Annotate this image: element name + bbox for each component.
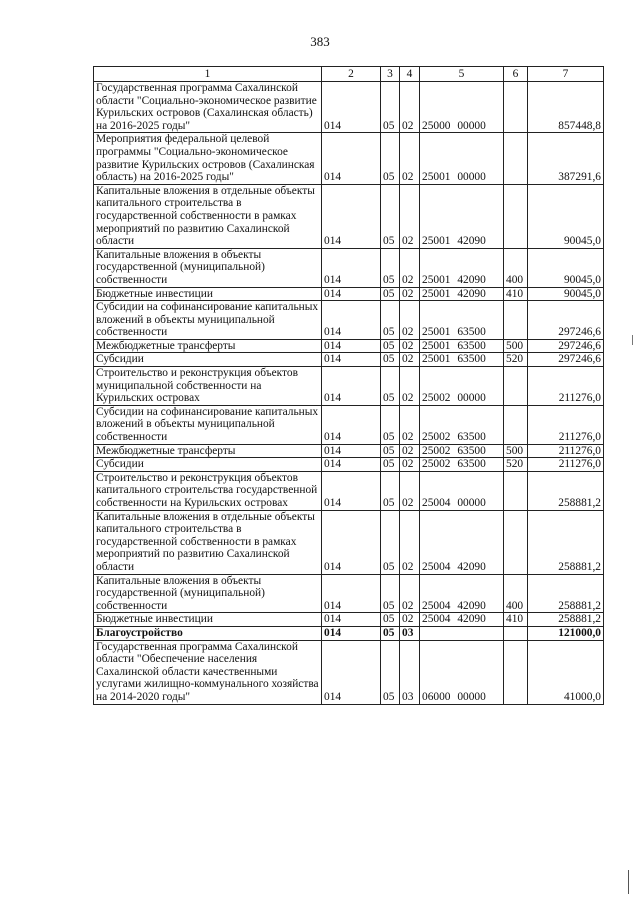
- row-code-cell: 03: [400, 640, 420, 704]
- row-code-cell: 25001 42090: [420, 287, 504, 301]
- row-code-cell: [504, 367, 528, 406]
- row-code-cell: 41000,0: [528, 640, 604, 704]
- table-row: [94, 301, 604, 340]
- row-code-cell: [504, 82, 528, 133]
- row-code-cell: 02: [400, 613, 420, 627]
- row-name-cell: Субсидии: [94, 458, 322, 472]
- row-code-cell: 211276,0: [528, 444, 604, 458]
- row-code-cell: 387291,6: [528, 133, 604, 184]
- row-code-cell: 05: [381, 248, 400, 287]
- row-code-cell: 25001 00000: [420, 133, 504, 184]
- row-code-cell: 258881,2: [528, 613, 604, 627]
- row-code-cell: 014: [322, 339, 381, 353]
- row-code-cell: 02: [400, 367, 420, 406]
- row-code-cell: 014: [322, 367, 381, 406]
- row-code-cell: 258881,2: [528, 574, 604, 613]
- row-code-cell: 211276,0: [528, 405, 604, 444]
- row-code-cell: 25004 42090: [420, 613, 504, 627]
- row-name-cell: Мероприятия федеральной целевой программы "Социально-экономическое развитие Курильских островов (Сахалинская область) на 2016-2025 годы": [94, 133, 322, 184]
- row-code-cell: 05: [381, 301, 400, 340]
- row-name-cell: Субсидии: [94, 353, 322, 367]
- row-code-cell: 014: [322, 405, 381, 444]
- row-code-cell: 02: [400, 444, 420, 458]
- row-name-cell: Капитальные вложения в объекты государственной (муниципальной) собственности: [94, 574, 322, 613]
- row-code-cell: [504, 640, 528, 704]
- column-header: 2: [322, 67, 381, 82]
- table-row: [94, 184, 604, 248]
- row-code-cell: 297246,6: [528, 353, 604, 367]
- row-code-cell: 400: [504, 248, 528, 287]
- row-name-cell: Субсидии на софинансирование капитальных вложений в объекты муниципальной собственности: [94, 405, 322, 444]
- row-name-cell: Капитальные вложения в объекты государственной (муниципальной) собственности: [94, 248, 322, 287]
- table-row: [94, 353, 604, 367]
- row-code-cell: 014: [322, 574, 381, 613]
- row-code-cell: 410: [504, 613, 528, 627]
- row-code-cell: 258881,2: [528, 471, 604, 510]
- table-row: [94, 574, 604, 613]
- row-code-cell: 014: [322, 301, 381, 340]
- row-name-cell: Капитальные вложения в отдельные объекты капитального строительства в государственной собственности в рамках мероприятий по развитию Сахалинской области: [94, 184, 322, 248]
- row-code-cell: 410: [504, 287, 528, 301]
- row-code-cell: 05: [381, 574, 400, 613]
- row-code-cell: 211276,0: [528, 458, 604, 472]
- row-code-cell: 05: [381, 184, 400, 248]
- table-row: [94, 613, 604, 627]
- row-code-cell: 500: [504, 444, 528, 458]
- table-row: [94, 82, 604, 133]
- row-code-cell: 297246,6: [528, 339, 604, 353]
- row-code-cell: 25002 63500: [420, 458, 504, 472]
- row-code-cell: 500: [504, 339, 528, 353]
- row-code-cell: 211276,0: [528, 367, 604, 406]
- row-code-cell: 02: [400, 510, 420, 574]
- table-row: [94, 248, 604, 287]
- row-code-cell: 05: [381, 458, 400, 472]
- column-header: 7: [528, 67, 604, 82]
- row-name-cell: Строительство и реконструкция объектов муниципальной собственности на Курильских островах: [94, 367, 322, 406]
- row-code-cell: 014: [322, 82, 381, 133]
- table-row: [94, 444, 604, 458]
- row-code-cell: 90045,0: [528, 248, 604, 287]
- row-code-cell: 014: [322, 613, 381, 627]
- row-code-cell: 05: [381, 613, 400, 627]
- row-code-cell: 05: [381, 339, 400, 353]
- table-row: [94, 367, 604, 406]
- row-name-cell: Субсидии на софинансирование капитальных вложений в объекты муниципальной собственности: [94, 301, 322, 340]
- row-code-cell: 05: [381, 640, 400, 704]
- row-code-cell: 258881,2: [528, 510, 604, 574]
- margin-mark: [632, 335, 633, 345]
- table-row: [94, 287, 604, 301]
- table-row: [94, 405, 604, 444]
- row-name-cell: Бюджетные инвестиции: [94, 287, 322, 301]
- row-code-cell: 02: [400, 301, 420, 340]
- table-row: [94, 626, 604, 640]
- row-code-cell: 02: [400, 184, 420, 248]
- column-header: 4: [400, 67, 420, 82]
- table-row: [94, 640, 604, 704]
- row-code-cell: 014: [322, 248, 381, 287]
- row-code-cell: 05: [381, 133, 400, 184]
- row-code-cell: 02: [400, 339, 420, 353]
- row-code-cell: 520: [504, 353, 528, 367]
- row-code-cell: 857448,8: [528, 82, 604, 133]
- row-code-cell: 02: [400, 458, 420, 472]
- row-code-cell: [504, 301, 528, 340]
- row-code-cell: [504, 405, 528, 444]
- row-code-cell: 400: [504, 574, 528, 613]
- row-code-cell: 90045,0: [528, 287, 604, 301]
- page-number: 383: [310, 34, 330, 49]
- row-name-cell: Благоустройство: [94, 626, 322, 640]
- row-code-cell: 121000,0: [528, 626, 604, 640]
- row-code-cell: 05: [381, 82, 400, 133]
- row-code-cell: 014: [322, 184, 381, 248]
- budget-table: [93, 66, 604, 705]
- row-code-cell: 02: [400, 353, 420, 367]
- column-header: 3: [381, 67, 400, 82]
- row-code-cell: [420, 626, 504, 640]
- row-code-cell: 014: [322, 353, 381, 367]
- row-code-cell: 02: [400, 574, 420, 613]
- row-code-cell: 05: [381, 353, 400, 367]
- row-code-cell: 06000 00000: [420, 640, 504, 704]
- row-code-cell: 02: [400, 248, 420, 287]
- row-code-cell: 02: [400, 82, 420, 133]
- row-code-cell: 25002 63500: [420, 444, 504, 458]
- row-code-cell: 014: [322, 458, 381, 472]
- row-code-cell: 05: [381, 510, 400, 574]
- row-code-cell: [504, 133, 528, 184]
- row-code-cell: 014: [322, 287, 381, 301]
- row-code-cell: 25000 00000: [420, 82, 504, 133]
- row-code-cell: 02: [400, 287, 420, 301]
- column-header: 6: [504, 67, 528, 82]
- row-code-cell: 05: [381, 471, 400, 510]
- row-code-cell: 25004 42090: [420, 574, 504, 613]
- row-code-cell: [504, 626, 528, 640]
- row-code-cell: 02: [400, 471, 420, 510]
- row-code-cell: [504, 471, 528, 510]
- row-name-cell: Бюджетные инвестиции: [94, 613, 322, 627]
- row-code-cell: 25001 42090: [420, 248, 504, 287]
- row-name-cell: Строительство и реконструкция объектов капитального строительства государственной собственности на Курильских островах: [94, 471, 322, 510]
- row-code-cell: 03: [400, 626, 420, 640]
- table-row: [94, 510, 604, 574]
- row-code-cell: 014: [322, 471, 381, 510]
- row-code-cell: 05: [381, 367, 400, 406]
- row-code-cell: 014: [322, 510, 381, 574]
- row-code-cell: 05: [381, 626, 400, 640]
- row-code-cell: 25001 42090: [420, 184, 504, 248]
- row-name-cell: Государственная программа Сахалинской области "Социально-экономическое развитие Курильских островов (Сахалинская область) на 2016-2025 годы": [94, 82, 322, 133]
- row-code-cell: 90045,0: [528, 184, 604, 248]
- row-code-cell: 05: [381, 444, 400, 458]
- row-code-cell: 05: [381, 287, 400, 301]
- row-code-cell: 02: [400, 405, 420, 444]
- table-row: [94, 458, 604, 472]
- row-name-cell: Межбюджетные трансферты: [94, 339, 322, 353]
- row-code-cell: 25004 00000: [420, 471, 504, 510]
- row-code-cell: [504, 184, 528, 248]
- row-code-cell: 25002 63500: [420, 405, 504, 444]
- row-name-cell: Государственная программа Сахалинской области "Обеспечение населения Сахалинской области качественными услугами жилищно-коммунального хозяйства на 2014-2020 годы": [94, 640, 322, 704]
- margin-mark: [628, 870, 629, 894]
- table-row: [94, 471, 604, 510]
- table-row: [94, 339, 604, 353]
- row-code-cell: 25004 42090: [420, 510, 504, 574]
- row-code-cell: 014: [322, 640, 381, 704]
- row-code-cell: 297246,6: [528, 301, 604, 340]
- row-code-cell: 25001 63500: [420, 339, 504, 353]
- row-code-cell: 014: [322, 626, 381, 640]
- row-code-cell: 014: [322, 444, 381, 458]
- column-header: 1: [94, 67, 322, 82]
- row-code-cell: 25001 63500: [420, 301, 504, 340]
- table-row: [94, 133, 604, 184]
- row-code-cell: 05: [381, 405, 400, 444]
- row-code-cell: 520: [504, 458, 528, 472]
- row-name-cell: Межбюджетные трансферты: [94, 444, 322, 458]
- row-code-cell: [504, 510, 528, 574]
- row-code-cell: 02: [400, 133, 420, 184]
- row-code-cell: 25002 00000: [420, 367, 504, 406]
- table-header-row: [94, 67, 604, 82]
- row-code-cell: 25001 63500: [420, 353, 504, 367]
- row-code-cell: 014: [322, 133, 381, 184]
- row-name-cell: Капитальные вложения в отдельные объекты капитального строительства в государственной собственности в рамках мероприятий по развитию Сахалинской области: [94, 510, 322, 574]
- column-header: 5: [420, 67, 504, 82]
